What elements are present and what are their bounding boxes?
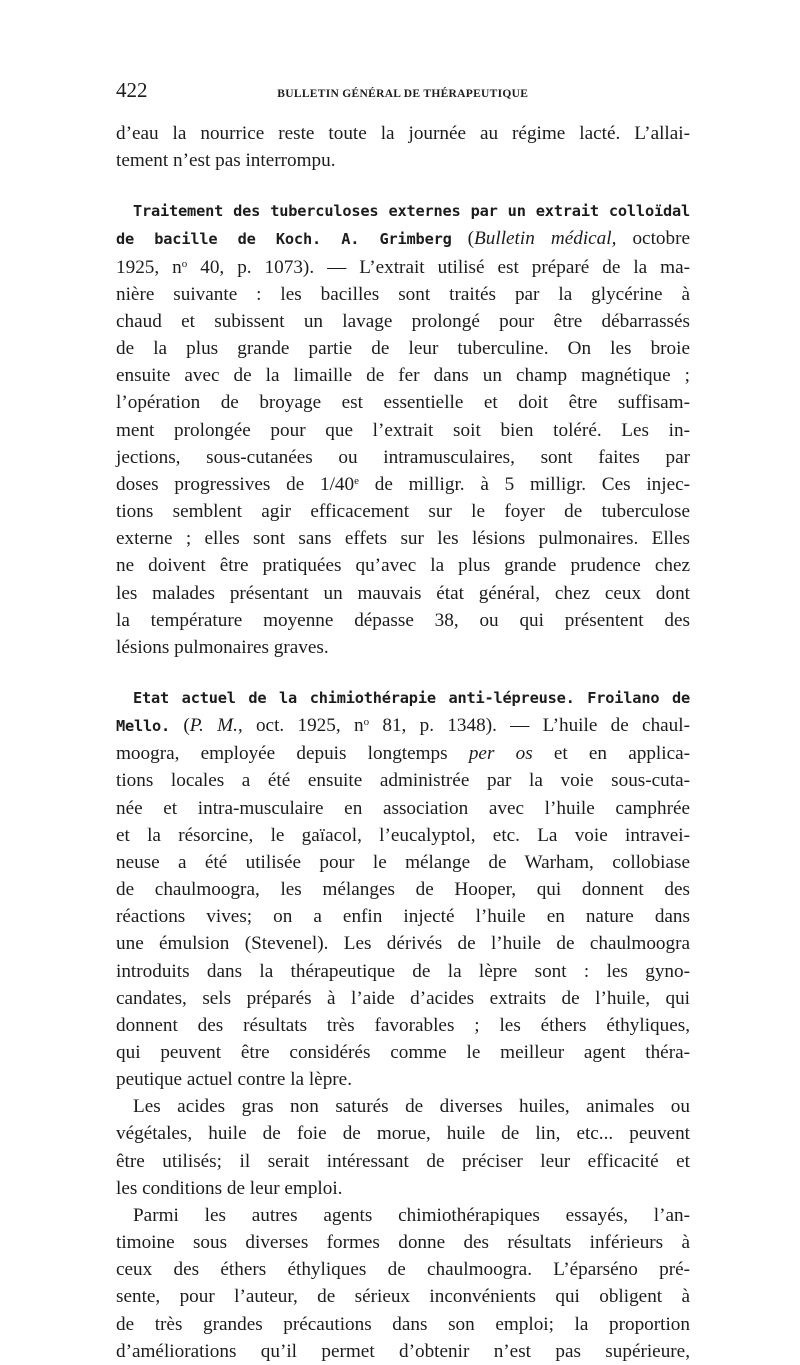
text-line: lésions pulmonaires graves. — [116, 636, 329, 658]
text-line: donnent des résultats très favorables ; les éthers éthyliques, — [116, 1014, 690, 1036]
text-line: l’opération de broyage est essentielle et doit être suffisam- — [116, 392, 690, 414]
text-line: Parmi les autres agents chimiothérapiques essayés, l’an- — [133, 1204, 690, 1226]
text-line: ment prolongée pour que l’extrait soit bien toléré. Les in- — [116, 419, 690, 441]
citation-journal: Bulletin médical, — [474, 228, 617, 250]
text-line: doses progressives de 1/40e de milligr. à 5 milligr. Ces injec- — [116, 473, 690, 495]
text-line: une émulsion (Stevenel). Les dérivés de l’huile de chaulmoogra — [116, 933, 690, 955]
text-line: et la résorcine, le gaïacol, l’eucalyptol, etc. La voie intravei- — [116, 824, 690, 846]
text-line: qui peuvent être considérés comme le meilleur agent théra- — [116, 1042, 690, 1063]
text-line: neuse a été utilisée pour le mélange de Warham, collobiase — [116, 851, 690, 873]
text-line: introduits dans la thérapeutique de la lèpre sont : les gyno- — [116, 960, 690, 982]
article-tuberculoses — [116, 198, 690, 661]
text-line: peutique actuel contre la lèpre. — [116, 1069, 352, 1091]
citation-journal: P. M., — [189, 715, 243, 737]
text-line: d’eau la nourrice reste toute la journée au régime lacté. L’allai- — [116, 123, 690, 144]
text-line: timoine sous diverses formes donne des résultats inférieurs à — [116, 1232, 690, 1254]
text-line: nière suivante : les bacilles sont traités par la glycérine à — [116, 283, 690, 305]
article-chimiotherapie — [116, 685, 690, 1365]
text-line: chaud et subissent un lavage prolongé pour être débarrassés — [116, 310, 690, 332]
text-line: les conditions de leur emploi. — [116, 1177, 343, 1199]
text-line: tions locales a été ensuite administrée par la voie sous-cuta- — [116, 770, 690, 792]
article-title-author: Mello. — [116, 717, 171, 736]
text-line: Mello. (P. M., oct. 1925, $n^o$ 81, p. 1348). — L’huile de chaul- — [116, 715, 691, 737]
text-line: de la plus grande partie de leur tuberculine. On les broie — [116, 338, 690, 360]
text-line: ceux des éthers éthyliques de chaulmoogra. L’éparséno pré- — [116, 1259, 690, 1281]
text-line: tement n’est pas interrompu. — [116, 150, 336, 172]
running-head — [116, 78, 692, 103]
text-line: la température moyenne dépasse 38, ou qui présentent des — [116, 609, 690, 631]
text-line: de très grandes précautions dans son emploi; la proportion — [116, 1313, 690, 1335]
article-title-author: de bacille de Koch. A. Grimberg — [116, 230, 452, 249]
text-line: de bacille de Koch. A. Grimberg (Bulletin médical, octobre — [116, 228, 690, 250]
text-line: externe ; elles sont sans effets sur les lésions pulmonaires. Elles — [116, 528, 690, 550]
text-line: moogra, employée depuis longtemps per os et en applica- — [116, 743, 691, 765]
running-title: BULLETIN GÉNÉRAL DE THÉRAPEUTIQUE — [277, 88, 529, 100]
text-line: née et intra-musculaire en association avec l’huile camphrée — [116, 797, 690, 819]
text-line: réactions vives; on a enfin injecté l’huile en nature dans — [116, 906, 690, 928]
text-line: sente, pour l’auteur, de sérieux inconvénients qui obligent à — [116, 1286, 690, 1308]
body-text — [116, 120, 690, 1365]
text-line: végétales, huile de foie de morue, huile de lin, etc... peuvent — [116, 1123, 690, 1145]
text-line: d’améliorations qu’il permet d’obtenir n’est pas supérieure, — [116, 1340, 690, 1362]
text-line: tions semblent agir efficacement sur le foyer de tuberculose — [116, 501, 690, 523]
text-line: ne doivent être pratiquées qu’avec la plus grande prudence chez — [116, 555, 690, 577]
page-number: 422 — [116, 78, 148, 102]
text-line: 1925, $n^o$ 40, p. 1073). — L’extrait utilisé est préparé de la ma- — [116, 256, 691, 278]
text-line: Les acides gras non saturés de diverses huiles, animales ou — [133, 1096, 690, 1118]
text-line: candates, sels préparés à l’aide d’acides extraits de l’huile, qui — [116, 987, 690, 1009]
text-line: jections, sous-cutanées ou intramusculaires, sont faites par — [116, 446, 690, 468]
text-line: être utilisés; il serait intéressant de préciser leur efficacité et — [116, 1150, 690, 1172]
text-line: ensuite avec de la limaille de fer dans un champ magnétique ; — [116, 365, 690, 387]
text-line: de chaulmoogra, les mélanges de Hooper, qui donnent des — [116, 879, 690, 901]
article-title: Traitement des tuberculoses externes par un extrait colloïdal — [133, 202, 690, 221]
text-line: les malades présentant un mauvais état général, chez ceux dont — [116, 582, 690, 604]
article-title: Etat actuel de la chimiothérapie anti-lépreuse. Froilano de — [133, 688, 690, 707]
